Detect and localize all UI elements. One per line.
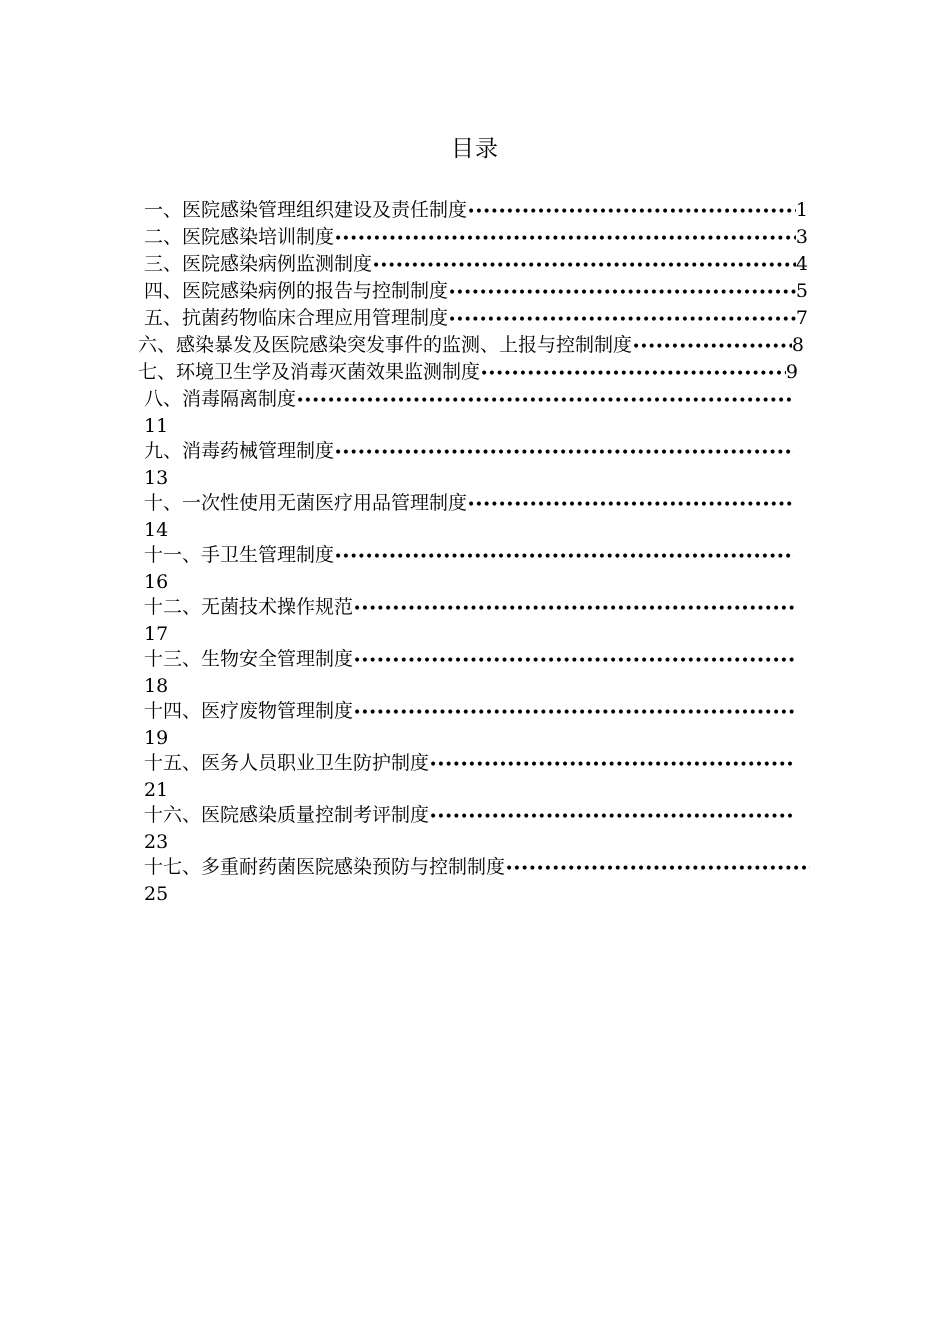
toc-entry[interactable] [138, 360, 808, 387]
dot-leader [480, 362, 786, 387]
toc-entry-title: 十五、医务人员职业卫生防护制度 [144, 752, 430, 774]
toc-entry[interactable] [138, 225, 808, 252]
toc-entry[interactable] [138, 279, 808, 306]
dot-leader [372, 254, 796, 279]
table-of-contents [138, 198, 808, 907]
toc-entry[interactable] [138, 439, 808, 491]
toc-entry[interactable] [138, 855, 808, 907]
toc-entry[interactable] [138, 543, 808, 595]
toc-page-number: 1 [795, 199, 808, 221]
dot-leader [353, 597, 794, 622]
toc-entry-title: 十四、医疗废物管理制度 [144, 700, 354, 722]
toc-entry[interactable] [138, 595, 808, 647]
toc-page-number: 9 [785, 361, 798, 383]
toc-entry[interactable] [138, 751, 808, 803]
toc-page-number: 18 [144, 675, 169, 697]
toc-entry-title: 二、医院感染培训制度 [144, 226, 335, 248]
toc-entry-title: 十二、无菌技术操作规范 [144, 596, 354, 618]
toc-page-number: 16 [144, 571, 169, 593]
toc-page-number: 23 [144, 831, 169, 853]
toc-page-number: 4 [795, 253, 808, 275]
dot-leader [296, 389, 794, 414]
dot-leader [429, 753, 794, 778]
toc-page-number: 25 [144, 883, 169, 905]
toc-page-number: 5 [795, 280, 808, 302]
toc-entry-title: 三、医院感染病例监测制度 [144, 253, 373, 275]
toc-entry-title: 六、感染暴发及医院感染突发事件的监测、上报与控制制度 [138, 334, 633, 356]
toc-page-number: 7 [795, 307, 808, 329]
dot-leader [334, 441, 794, 466]
toc-entry-title: 十七、多重耐药菌医院感染预防与控制制度 [144, 856, 506, 878]
toc-page-number: 19 [144, 727, 169, 749]
toc-entry-title: 七、环境卫生学及消毒灭菌效果监测制度 [138, 361, 481, 383]
dot-leader [505, 857, 810, 882]
toc-entry-title: 十、一次性使用无菌医疗用品管理制度 [144, 492, 468, 514]
toc-page-number: 14 [144, 519, 169, 541]
toc-page-number: 3 [795, 226, 808, 248]
dot-leader [448, 281, 796, 306]
toc-page-number: 8 [791, 334, 804, 356]
toc-entry[interactable] [138, 387, 808, 439]
toc-entry-title: 十一、手卫生管理制度 [144, 544, 335, 566]
toc-entry[interactable] [138, 333, 808, 360]
toc-entry[interactable] [138, 306, 808, 333]
toc-page-number: 13 [144, 467, 169, 489]
toc-title: 目录 [451, 136, 499, 162]
toc-entry[interactable] [138, 647, 808, 699]
toc-entry[interactable] [138, 803, 808, 855]
toc-entry-title: 五、抗菌药物临床合理应用管理制度 [144, 307, 449, 329]
dot-leader [448, 308, 796, 333]
toc-entry-title: 十三、生物安全管理制度 [144, 648, 354, 670]
toc-page-number: 17 [144, 623, 169, 645]
toc-page-number: 11 [144, 415, 169, 437]
dot-leader [353, 649, 794, 674]
toc-entry-title: 四、医院感染病例的报告与控制制度 [144, 280, 449, 302]
dot-leader [334, 227, 796, 252]
toc-page-number: 21 [144, 779, 169, 801]
toc-entry[interactable] [138, 252, 808, 279]
dot-leader [334, 545, 794, 570]
dot-leader [632, 335, 792, 360]
dot-leader [353, 701, 794, 726]
dot-leader [467, 200, 796, 225]
toc-entry-title: 八、消毒隔离制度 [144, 388, 297, 410]
toc-entry[interactable] [138, 198, 808, 225]
dot-leader [429, 805, 794, 830]
dot-leader [467, 493, 794, 518]
toc-entry-title: 九、消毒药械管理制度 [144, 440, 335, 462]
toc-entry[interactable] [138, 491, 808, 543]
toc-entry[interactable] [138, 699, 808, 751]
toc-entry-title: 一、医院感染管理组织建设及责任制度 [144, 199, 468, 221]
toc-entry-title: 十六、医院感染质量控制考评制度 [144, 804, 430, 826]
